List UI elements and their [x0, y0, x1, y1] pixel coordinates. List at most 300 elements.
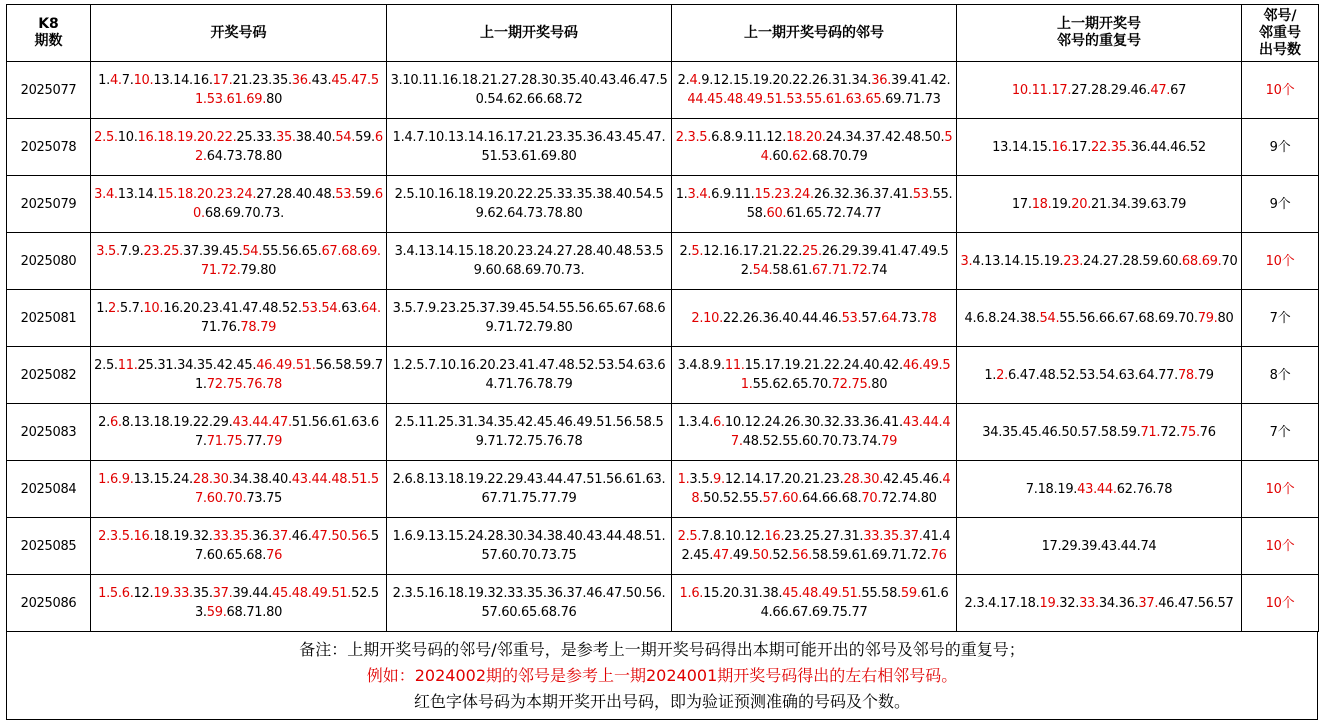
hit-number: 62. — [792, 149, 812, 164]
period-cell: 2025086 — [7, 575, 91, 632]
number: 48.52.55.60.70.73.74. — [742, 434, 882, 449]
hit-number: 37. — [271, 529, 292, 544]
number: 18.19.32. — [153, 529, 213, 544]
neighbors-cell — [672, 404, 957, 461]
hit-number: 47.50.56. — [311, 529, 371, 544]
neighbors-cell — [672, 290, 957, 347]
neighbors-cell — [672, 461, 957, 518]
hit-number: 2. — [108, 301, 120, 316]
number: 80 — [266, 92, 283, 107]
number: 80 — [871, 377, 888, 392]
number: 71.76. — [200, 320, 241, 335]
number: 4.6.8.24.38. — [964, 310, 1040, 326]
draw-cell — [91, 290, 387, 347]
hit-number: 3.5. — [96, 244, 120, 259]
number: 55.56.66.67.68.69.70. — [1059, 310, 1198, 326]
number: 79 — [1197, 367, 1214, 383]
number: 58.59.61.69.71.72. — [811, 548, 931, 563]
number: 52.53. — [194, 586, 379, 620]
period-cell: 2025083 — [7, 404, 91, 461]
number: 10.12.24.26.30.32.33.36.41. — [724, 415, 903, 430]
number: 68.71.80 — [226, 605, 283, 620]
number: 73.75 — [246, 491, 283, 506]
number: 7.9. — [119, 244, 144, 259]
prev-cell — [387, 290, 672, 347]
hit-number: 16. — [1051, 139, 1072, 155]
table-row — [7, 347, 1319, 404]
table-row — [7, 119, 1319, 176]
number: 63. — [341, 301, 361, 316]
repeats-cell — [957, 575, 1242, 632]
number: 39.41.42. — [891, 73, 951, 88]
note-line-2: 例如：2024002期的邻号是参考上一期2024001期开奖号码得出的左右相邻号码。 — [366, 666, 958, 685]
table-row — [7, 404, 1319, 461]
hit-number: 48. — [691, 472, 951, 506]
hit-number: 43.44.48.51.57.60.70. — [194, 472, 379, 506]
neighbors-cell — [672, 62, 957, 119]
number: 2.5. — [94, 358, 118, 373]
hit-number: 10.11.17. — [1011, 82, 1072, 98]
hit-number: 47. — [713, 548, 733, 563]
hit-number: 10. — [133, 73, 154, 88]
table-row — [7, 461, 1319, 518]
hit-number: 67.68.69.71.72. — [200, 244, 381, 278]
repeats-cell — [957, 233, 1242, 290]
hit-number: 1.5.6. — [98, 586, 134, 601]
number: 36. — [252, 529, 272, 544]
hit-number: 36. — [871, 73, 892, 88]
hit-number: 53. — [912, 187, 933, 202]
number: 26.32.36.37.41. — [813, 187, 913, 202]
hit-number: 15.23.24. — [754, 187, 814, 202]
number: 7.8.10.12. — [701, 529, 765, 544]
hit-number: 4. — [689, 73, 702, 88]
number: 3.5.7.9.23.25.37.39.45.54.55.56.65.67.68.69.71.72.79.80 — [392, 301, 666, 335]
table-row — [7, 290, 1319, 347]
hit-number: 43.44. — [1077, 481, 1117, 497]
number: 59. — [355, 187, 375, 202]
hit-number: 22.35. — [1091, 139, 1131, 155]
hit-number: 75. — [1180, 424, 1200, 440]
hit-number: 43.44.47. — [730, 415, 951, 449]
count-cell: 8个 — [1242, 347, 1319, 404]
number: 49. — [732, 548, 753, 563]
number: 17.29.39.43.44.74 — [1041, 538, 1157, 554]
number: 19. — [1051, 196, 1072, 212]
hit-number: 60. — [766, 206, 787, 221]
hit-number: 37. — [212, 586, 233, 601]
number: 12.14.17.20.21.23. — [724, 472, 844, 487]
hit-number: 18. — [1031, 196, 1052, 212]
number: 36.44.46.52 — [1130, 139, 1206, 155]
hit-number: 71. — [1140, 424, 1161, 440]
hit-number: 45.48.49.51. — [782, 586, 862, 601]
prev-cell — [387, 347, 672, 404]
number: 1.6.9.13.15.24.28.30.34.38.40.43.44.48.51.57.60.70.73.75 — [392, 529, 666, 563]
number: 21.34.39.63.79 — [1091, 196, 1187, 212]
number: 1. — [96, 301, 109, 316]
repeats-cell — [957, 404, 1242, 461]
header-count: 邻号/ 邻重号 出号数 — [1242, 5, 1319, 62]
hit-number: 54. — [752, 263, 773, 278]
number: 70 — [1221, 253, 1238, 269]
prev-cell — [387, 62, 672, 119]
number: 55.58. — [861, 586, 901, 601]
repeats-cell — [957, 62, 1242, 119]
hit-number: 33. — [1079, 595, 1099, 611]
number: 37.39.45. — [183, 244, 243, 259]
number: 61.64.66.67.69.75.77 — [760, 586, 949, 620]
number: 26.29.39.41.47.49.52. — [740, 244, 949, 278]
number: 79.80 — [240, 263, 277, 278]
hit-number: 78 — [920, 310, 937, 326]
number: 80 — [1217, 310, 1234, 326]
hit-number: 28.30. — [192, 472, 233, 487]
hit-number: 11. — [117, 358, 138, 373]
note-line-3: 红色字体号码为本期开奖开出号码，即为验证预测准确的号码及个数。 — [413, 692, 910, 711]
number: 25.31.34.35.42.45. — [137, 358, 257, 373]
hit-number: 79. — [1197, 310, 1218, 326]
hit-number: 2.5. — [94, 130, 118, 145]
number: 56.58.59.71. — [194, 358, 383, 392]
hit-number: 70. — [861, 491, 882, 506]
hit-number: 10. — [143, 301, 164, 316]
number: 6.8.9.11.12. — [711, 130, 787, 145]
number: 51.56.61.63.67. — [194, 415, 379, 449]
number: 3.4.8.9. — [677, 358, 725, 373]
hit-number: 78.79 — [240, 320, 277, 335]
count-cell: 9个 — [1242, 176, 1319, 233]
hit-number: 60. — [193, 187, 383, 221]
period-cell: 2025080 — [7, 233, 91, 290]
count-cell: 10个 — [1242, 518, 1319, 575]
number: 61.65.72.74.77 — [786, 206, 882, 221]
number: 1. — [675, 187, 688, 202]
number: 13.15.24. — [133, 472, 193, 487]
prev-cell — [387, 404, 672, 461]
table-row — [7, 233, 1319, 290]
number: 50.52.55. — [703, 491, 763, 506]
number: 21.23.35. — [232, 73, 292, 88]
hit-number: 9. — [713, 472, 725, 487]
number: 2. — [679, 244, 692, 259]
hit-number: 28.30. — [843, 472, 884, 487]
draw-cell — [91, 347, 387, 404]
number: 3.10.11.16.18.21.27.28.30.35.40.43.46.47.50.54.62.66.68.72 — [390, 73, 668, 107]
number: 4.13.14.15.19. — [972, 253, 1064, 269]
number: 64.73.78.80 — [206, 149, 283, 164]
hit-number: 33.35. — [212, 529, 253, 544]
number: 64.66.68. — [802, 491, 862, 506]
hit-number: 4. — [109, 73, 122, 88]
hit-number: 64. — [881, 310, 901, 326]
hit-number: 56. — [792, 548, 812, 563]
hit-number: 79 — [881, 434, 898, 449]
number: 24.27.28.59.60. — [1083, 253, 1182, 269]
hit-number: 16. — [764, 529, 785, 544]
number: 55.58. — [746, 187, 953, 221]
hit-number: 54. — [335, 130, 356, 145]
neighbors-cell — [672, 518, 957, 575]
header-draw: 开奖号码 — [91, 5, 387, 62]
number: 55.56.65. — [262, 244, 322, 259]
number: 17. — [1071, 139, 1092, 155]
number: 35. — [192, 586, 213, 601]
hit-number: 71.75. — [206, 434, 247, 449]
number: 76 — [1199, 424, 1216, 440]
number: 7. — [121, 73, 134, 88]
number: 13.14.16. — [153, 73, 213, 88]
hit-number: 2.3.5.16. — [98, 529, 154, 544]
lottery-table — [6, 4, 1319, 632]
number: 8.13.18.19.22.29. — [121, 415, 233, 430]
number: 6.9.11. — [711, 187, 755, 202]
hit-number: 19.33. — [153, 586, 193, 601]
hit-number: 76 — [930, 548, 947, 563]
period-cell: 2025077 — [7, 62, 91, 119]
number: 38.40. — [295, 130, 336, 145]
number: 17. — [1011, 196, 1032, 212]
number: 6.47.48.52.53.54.63.64.77. — [1007, 367, 1178, 383]
number: 62.76.78 — [1116, 481, 1173, 497]
hit-number: 59. — [206, 605, 227, 620]
hit-number: 20. — [1071, 196, 1092, 212]
number: 2.3.5.16.18.19.32.33.35.36.37.46.47.50.56.57.60.65.68.76 — [392, 586, 666, 620]
number: 57.60.65.68. — [194, 529, 379, 563]
number: 57. — [861, 310, 882, 326]
hit-number: 46.49.51. — [740, 358, 951, 392]
hit-number: 59. — [900, 586, 921, 601]
hit-number: 54. — [242, 244, 263, 259]
hit-number: 72.75.76.78 — [206, 377, 283, 392]
prev-cell — [387, 461, 672, 518]
hit-number: 36. — [291, 73, 312, 88]
number: 32. — [1059, 595, 1080, 611]
note-line-1: 备注：上期开奖号码的邻号/邻重号，是参考上一期开奖号码得出本期可能开出的邻号及邻号的重复号； — [299, 640, 1025, 659]
prev-cell — [387, 176, 672, 233]
neighbors-cell — [672, 233, 957, 290]
hit-number: 57.60. — [762, 491, 803, 506]
number: 1. — [98, 73, 110, 88]
number: 1.4.7.10.13.14.16.17.21.23.35.36.43.45.47.51.53.61.69.80 — [392, 130, 666, 164]
hit-number: 68.69. — [1181, 253, 1222, 269]
number: 55.62.65.70. — [752, 377, 832, 392]
hit-number: 6. — [109, 415, 122, 430]
hit-number: 33.35.37. — [863, 529, 923, 544]
number: 9.12.15.19.20.22.26.31.34. — [701, 73, 872, 88]
number: 34.36. — [1098, 595, 1139, 611]
count-cell: 9个 — [1242, 119, 1319, 176]
number: 72.74.80 — [881, 491, 937, 506]
draw-cell — [91, 575, 387, 632]
hit-number: 2.10. — [691, 310, 723, 326]
number: 2. — [98, 415, 110, 430]
neighbors-cell — [672, 119, 957, 176]
repeats-cell — [957, 347, 1242, 404]
number: 58.61. — [772, 263, 812, 278]
number: 72. — [1160, 424, 1181, 440]
period-cell: 2025085 — [7, 518, 91, 575]
number: 77. — [246, 434, 267, 449]
draw-cell — [91, 176, 387, 233]
number: 3.5. — [689, 472, 714, 487]
repeats-cell — [957, 461, 1242, 518]
hit-number: 47. — [1150, 82, 1171, 98]
number: 16.20.23.41.47.48.52. — [163, 301, 302, 316]
hit-number: 45.48.49.51. — [272, 586, 352, 601]
number: 59. — [355, 130, 375, 145]
hit-number: 44.45.48.49.51.53.55.61.63.65. — [687, 92, 886, 107]
hit-number: 2.5. — [677, 529, 702, 544]
repeats-cell — [957, 176, 1242, 233]
number: 74 — [871, 263, 888, 278]
period-cell: 2025082 — [7, 347, 91, 404]
hit-number: 19. — [1039, 595, 1060, 611]
header-repeats: 上一期开奖号 邻号的重复号 — [957, 5, 1242, 62]
count-cell: 10个 — [1242, 575, 1319, 632]
hit-number: 1. — [677, 472, 690, 487]
hit-number: 5. — [691, 244, 704, 259]
number: 69.71.73 — [885, 92, 941, 107]
number: 5.7. — [119, 301, 144, 316]
number: 27.28.40.48. — [256, 187, 336, 202]
hit-number: 1.6.9. — [98, 472, 134, 487]
hit-number: 15.18.20.23.24. — [157, 187, 257, 202]
hit-number: 67.71.72. — [811, 263, 872, 278]
number: 12. — [133, 586, 154, 601]
number: 23.25.27.31. — [784, 529, 864, 544]
number: 2.5.10.16.18.19.20.22.25.33.35.38.40.54.59.62.64.73.78.80 — [394, 187, 664, 221]
number: 1. — [984, 367, 997, 383]
period-cell: 2025084 — [7, 461, 91, 518]
hit-number: 53. — [841, 310, 862, 326]
header-period: K8 期数 — [7, 5, 91, 62]
prev-cell — [387, 119, 672, 176]
neighbors-cell — [672, 176, 957, 233]
neighbors-cell — [672, 347, 957, 404]
repeats-cell — [957, 518, 1242, 575]
number: 2.5.11.25.31.34.35.42.45.46.49.51.56.58.59.71.72.75.76.78 — [394, 415, 664, 449]
prev-cell — [387, 575, 672, 632]
notes-box — [6, 632, 1318, 720]
hit-number: 23. — [1063, 253, 1084, 269]
hit-number: 35. — [275, 130, 296, 145]
number: 13.14.15. — [992, 139, 1052, 155]
draw-cell — [91, 404, 387, 461]
number: 43. — [311, 73, 332, 88]
number: 41.42.45. — [681, 529, 951, 563]
hit-number: 53.54. — [301, 301, 342, 316]
count-cell: 10个 — [1242, 461, 1319, 518]
header-neighbors: 上一期开奖号码的邻号 — [672, 5, 957, 62]
hit-number: 54. — [1039, 310, 1060, 326]
hit-number: 3.4. — [687, 187, 712, 202]
count-cell: 7个 — [1242, 404, 1319, 461]
number: 12.16.17.21.22. — [703, 244, 803, 259]
period-cell: 2025079 — [7, 176, 91, 233]
number: 1.3.4. — [677, 415, 714, 430]
hit-number: 1.6. — [679, 586, 704, 601]
number: 52. — [772, 548, 793, 563]
count-cell: 7个 — [1242, 290, 1319, 347]
hit-number: 72.75. — [831, 377, 872, 392]
hit-number: 79 — [266, 434, 283, 449]
hit-number: 3.4. — [94, 187, 118, 202]
hit-number: 16.18.19.20.22. — [137, 130, 237, 145]
count-cell: 10个 — [1242, 233, 1319, 290]
period-cell: 2025078 — [7, 119, 91, 176]
hit-number: 37. — [1138, 595, 1159, 611]
hit-number: 3. — [960, 253, 973, 269]
number: 24.34.37.42.48.50. — [825, 130, 945, 145]
number: 25.33. — [236, 130, 276, 145]
hit-number: 2. — [996, 367, 1008, 383]
hit-number: 78. — [1177, 367, 1198, 383]
number: 1.2.5.7.10.16.20.23.41.47.48.52.53.54.63.64.71.76.78.79 — [392, 358, 666, 392]
number: 68.70.79 — [811, 149, 868, 164]
number: 3.4.13.14.15.18.20.23.24.27.28.40.48.53.59.60.68.69.70.73. — [394, 244, 664, 278]
number: 46.47.56.57 — [1158, 595, 1234, 611]
number: 73. — [900, 310, 921, 326]
hit-number: 43.44.47. — [232, 415, 292, 430]
number: 2. — [677, 73, 690, 88]
hit-number: 46.49.51. — [256, 358, 316, 373]
draw-cell — [91, 233, 387, 290]
header-row — [7, 5, 1319, 62]
number: 67 — [1170, 82, 1187, 98]
table-row — [7, 176, 1319, 233]
draw-cell — [91, 62, 387, 119]
repeats-cell — [957, 119, 1242, 176]
hit-number: 2.3.5. — [675, 130, 712, 145]
hit-number: 62. — [194, 130, 383, 164]
number: 13.14. — [117, 187, 158, 202]
hit-number: 54. — [760, 130, 953, 164]
draw-cell — [91, 518, 387, 575]
hit-number: 76 — [266, 548, 283, 563]
number: 68.69.70.73. — [204, 206, 284, 221]
prev-cell — [387, 518, 672, 575]
number: 34.35.45.46.50.57.58.59. — [982, 424, 1141, 440]
number: 60. — [772, 149, 793, 164]
hit-number: 53. — [335, 187, 356, 202]
hit-number: 64. — [361, 301, 381, 316]
hit-number: 11. — [724, 358, 745, 373]
prev-cell — [387, 233, 672, 290]
count-cell: 10个 — [1242, 62, 1319, 119]
number: 15.17.19.21.22.24.40.42. — [744, 358, 903, 373]
hit-number: 50. — [752, 548, 773, 563]
number: 22.26.36.40.44.46. — [722, 310, 842, 326]
hit-number: 18.20. — [786, 130, 826, 145]
draw-cell — [91, 461, 387, 518]
number: 2.3.4.17.18. — [964, 595, 1040, 611]
number: 46. — [291, 529, 312, 544]
number: 42.45.46. — [883, 472, 943, 487]
period-cell: 2025081 — [7, 290, 91, 347]
table-row — [7, 62, 1319, 119]
hit-number: 25. — [802, 244, 822, 259]
hit-number: 6. — [713, 415, 725, 430]
number: 7.18.19. — [1025, 481, 1078, 497]
number: 39.44. — [232, 586, 273, 601]
draw-cell — [91, 119, 387, 176]
hit-number: 23.25. — [143, 244, 183, 259]
repeats-cell — [957, 290, 1242, 347]
number: 2.6.8.13.18.19.22.29.43.44.47.51.56.61.63.67.71.75.77.79 — [392, 472, 666, 506]
number: 27.28.29.46. — [1071, 82, 1151, 98]
hit-number: 45.47.51.53.61.69. — [194, 73, 379, 107]
